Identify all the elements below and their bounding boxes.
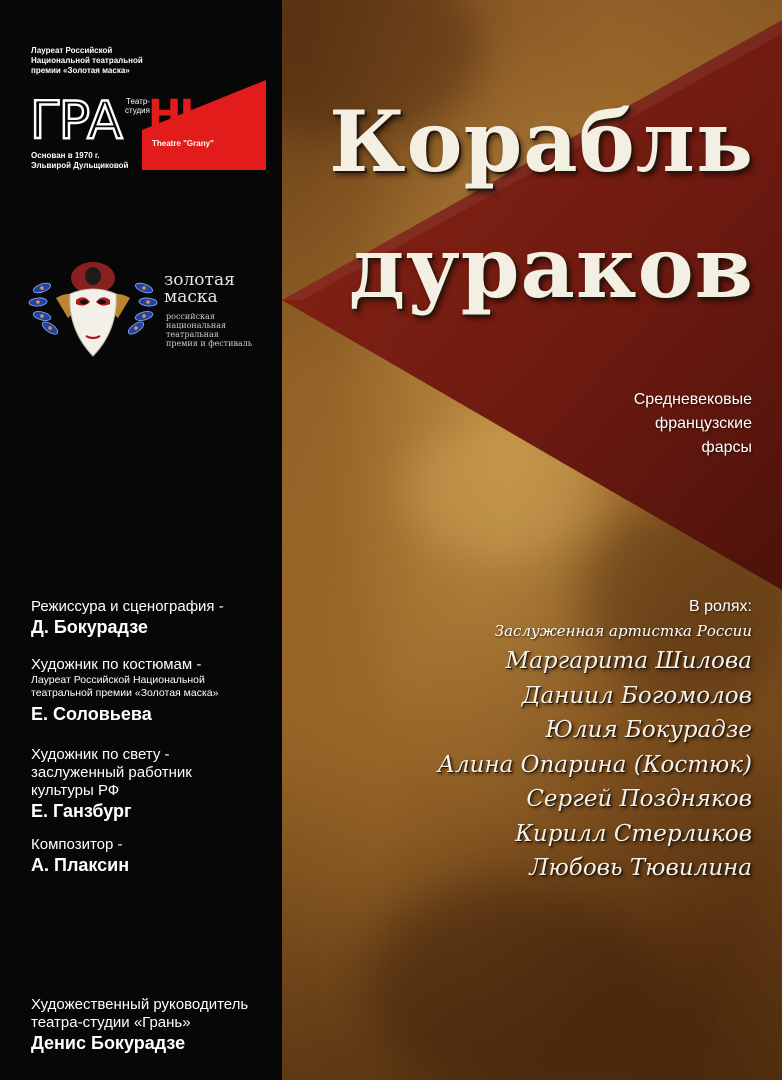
laureate-line: премии «Золотая маска» [31,66,130,75]
founded-line: Основан в 1970 г. [31,151,100,160]
logo-studio-text: Театр- [126,97,150,106]
cast-member: Алина Опарина (Костюк) [437,751,752,778]
subtitle-line: французские [655,415,752,432]
credit-sub: театральной премии «Золотая маска» [31,687,219,699]
laureate-text [31,46,143,76]
cast-member: Маргарита Шилова [505,648,752,674]
credit-name: Е. Соловьева [31,704,152,724]
credit-costume [31,656,276,725]
credit-light [31,746,276,822]
founded-line: Эльвирой Дульщиковой [31,161,129,170]
mask-sub-line: национальная [166,321,227,330]
left-panel [0,0,282,1080]
credit-art-director [31,996,276,1054]
credit-name: А. Плаксин [31,855,130,875]
cast-member: Даниил Богомолов [521,682,752,709]
credit-role: заслуженный работник [31,764,192,781]
mask-subtitle [166,312,252,348]
credit-role: Художественный руководитель [31,996,249,1013]
mask-title-line: золотая [164,270,235,290]
credit-role: Художник по свету - [31,746,170,763]
theatre-mask-icon [28,258,158,368]
logo-text-right: НЬ [148,92,208,138]
subtitle-line: фарсы [701,439,752,456]
founded-text [31,151,128,171]
credit-role: Художник по костюмам - [31,656,202,673]
logo-text-left: ГРА [30,91,120,151]
credit-name: Д. Бокурадзе [31,617,148,637]
subtitle-line: Средневековые [633,391,752,408]
mask-sub-line: российская [166,312,215,321]
show-title-line-2: дураков [349,218,754,317]
credit-role: Композитор - [31,836,123,853]
laureate-line: Национальной театральной [31,56,143,65]
credit-role: культуры РФ [31,782,120,799]
cast-heading: В ролях: [688,598,752,615]
show-subtitle [634,388,752,460]
mask-sub-line: театральная [166,330,219,339]
mask-title [164,272,235,306]
golden-mask-logo [28,258,278,368]
credit-name: Денис Бокурадзе [31,1033,186,1053]
cast-member: Юлия Бокурадзе [545,717,752,743]
credit-director [31,598,276,638]
cast-member: Кирилл Стерликов [515,820,752,847]
cast-member: Любовь Тювилина [529,855,752,881]
logo-latin-text: Theatre "Grany" [152,139,214,148]
credit-composer [31,836,276,876]
mask-title-line: маска [164,287,218,307]
laureate-line: Лауреат Российской [31,46,113,55]
show-title-line-1: Корабль [329,92,754,191]
cast-honor-label: Заслуженная артистка России [494,622,752,640]
credit-role: театра-студии «Грань» [31,1014,191,1031]
mask-sub-line: премия и фестиваль [166,339,253,348]
logo-studio-text-2: студия [125,106,150,115]
credit-role: Режиссура и сценография - [31,598,224,615]
cast-member: Сергей Поздняков [526,786,752,812]
credit-name: Е. Ганзбург [31,801,132,821]
right-panel [282,0,782,1080]
credit-sub: Лауреат Российской Национальной [31,674,205,686]
cast-list [438,644,752,886]
